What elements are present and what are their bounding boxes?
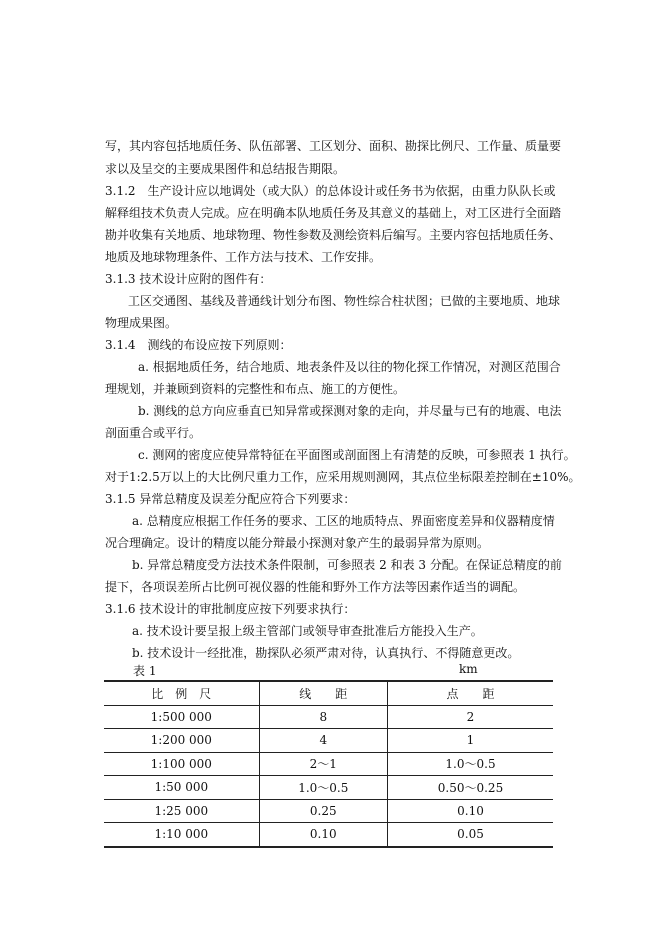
text-line: 物理成果图。 [105,316,178,330]
cell-scale: 1:200 000 [104,729,259,753]
section-3-1-6-line: 3.1.6 技术设计的审批制度应按下列要求执行： [105,602,356,616]
cell-point-spacing: 0.10 [387,799,553,823]
list-item-a: a. 技术设计要呈报上级主管部门或领导审查批准后方能投入生产。 [132,624,483,638]
list-item-b: b. 测线的总方向应垂直已知异常或探测对象的走向，并尽量与已有的地震、电法 [138,404,562,418]
text-line: 提下，各项误差所占比例可视仪器的性能和野外工作方法等因素作适当的调配。 [105,580,526,594]
header-scale: 比 例 尺 [104,681,259,705]
text-line: 地质及地球物理条件、工作方法与技术、工作安排。 [105,250,382,264]
list-item-c: c. 测网的密度应使异常特征在平面图或剖面图上有清楚的反映，可参照表 1 执行。 [138,448,576,462]
text-line: 解释组技术负责人完成。应在明确本队地质任务及其意义的基础上，对工区进行全面踏 [105,206,562,220]
table-row [104,823,553,847]
text-line: 况合理确定。设计的精度以能分辩最小探测对象产生的最弱异常为原则。 [105,536,490,550]
cell-scale: 1:10 000 [104,823,259,847]
cell-point-spacing: 0.05 [387,823,553,847]
section-3-1-2-line: 3.1.2 生产设计应以地调处（或大队）的总体设计或任务书为依据，由重力队队长或 [105,184,556,198]
cell-scale: 1:500 000 [104,705,259,729]
cell-line-spacing: 0.10 [259,823,387,847]
table-header-row [104,681,553,705]
list-item-b: b. 异常总精度受方法技术条件限制，可参照表 2 和表 3 分配。在保证总精度的前 [132,558,562,572]
text-line: 勘并收集有关地质、地球物理、物性参数及测绘资料后编写。主要内容包括地质任务、 [105,228,562,242]
cell-point-spacing: 1 [387,729,553,753]
table-row [104,705,553,729]
cell-line-spacing: 0.25 [259,799,387,823]
cell-point-spacing: 1.0～0.5 [387,752,553,776]
section-3-1-4-line: 3.1.4 测线的布设应按下列原则： [105,338,292,352]
cell-line-spacing: 1.0～0.5 [259,776,387,800]
list-item-a: a. 总精度应根据工作任务的要求、工区的地质特点、界面密度差异和仪器精度情 [132,514,555,528]
cell-point-spacing: 2 [387,705,553,729]
table-row [104,799,553,823]
table-row [104,729,553,753]
list-item-b: b. 技术设计一经批准，勘探队必须严肃对待，认真执行、不得随意更改。 [132,646,520,660]
table-caption: 表 1 [133,664,157,678]
cell-scale: 1:50 000 [104,776,259,800]
text-line: 求以及呈交的主要成果图件和总结报告期限。 [105,162,346,176]
cell-point-spacing: 0.50～0.25 [387,776,553,800]
cell-line-spacing: 4 [259,729,387,753]
table-row [104,752,553,776]
text-line: 理规划，并兼顾到资料的完整性和布点、施工的方便性。 [105,382,406,396]
cell-line-spacing: 2～1 [259,752,387,776]
spacing-table [104,680,553,848]
header-line-spacing: 线 距 [259,681,387,705]
cell-scale: 1:100 000 [104,752,259,776]
section-3-1-5-line: 3.1.5 异常总精度及误差分配应符合下列要求： [105,492,356,506]
cell-line-spacing: 8 [259,705,387,729]
table-unit: km [459,662,478,676]
table-row [104,776,553,800]
list-item-a: a. 根据地质任务，结合地质、地表条件及以往的物化探工作情况，对测区范围合 [138,360,561,374]
text-line: 对于1:2.5万以上的大比例尺重力工作，应采用规则测网，其点位坐标限差控制在±10%。 [105,470,581,484]
text-line: 写，其内容包括地质任务、队伍部署、工区划分、面积、勘探比例尺、工作量、质量要 [105,139,562,153]
header-point-spacing: 点 距 [387,681,553,705]
section-3-1-3-line: 3.1.3 技术设计应附的图件有： [105,272,272,286]
cell-scale: 1:25 000 [104,799,259,823]
text-line: 剖面重合或平行。 [105,426,202,440]
text-line: 工区交通图、基线及普通线计划分布图、物性综合柱状图；已做的主要地质、地球 [128,294,561,308]
